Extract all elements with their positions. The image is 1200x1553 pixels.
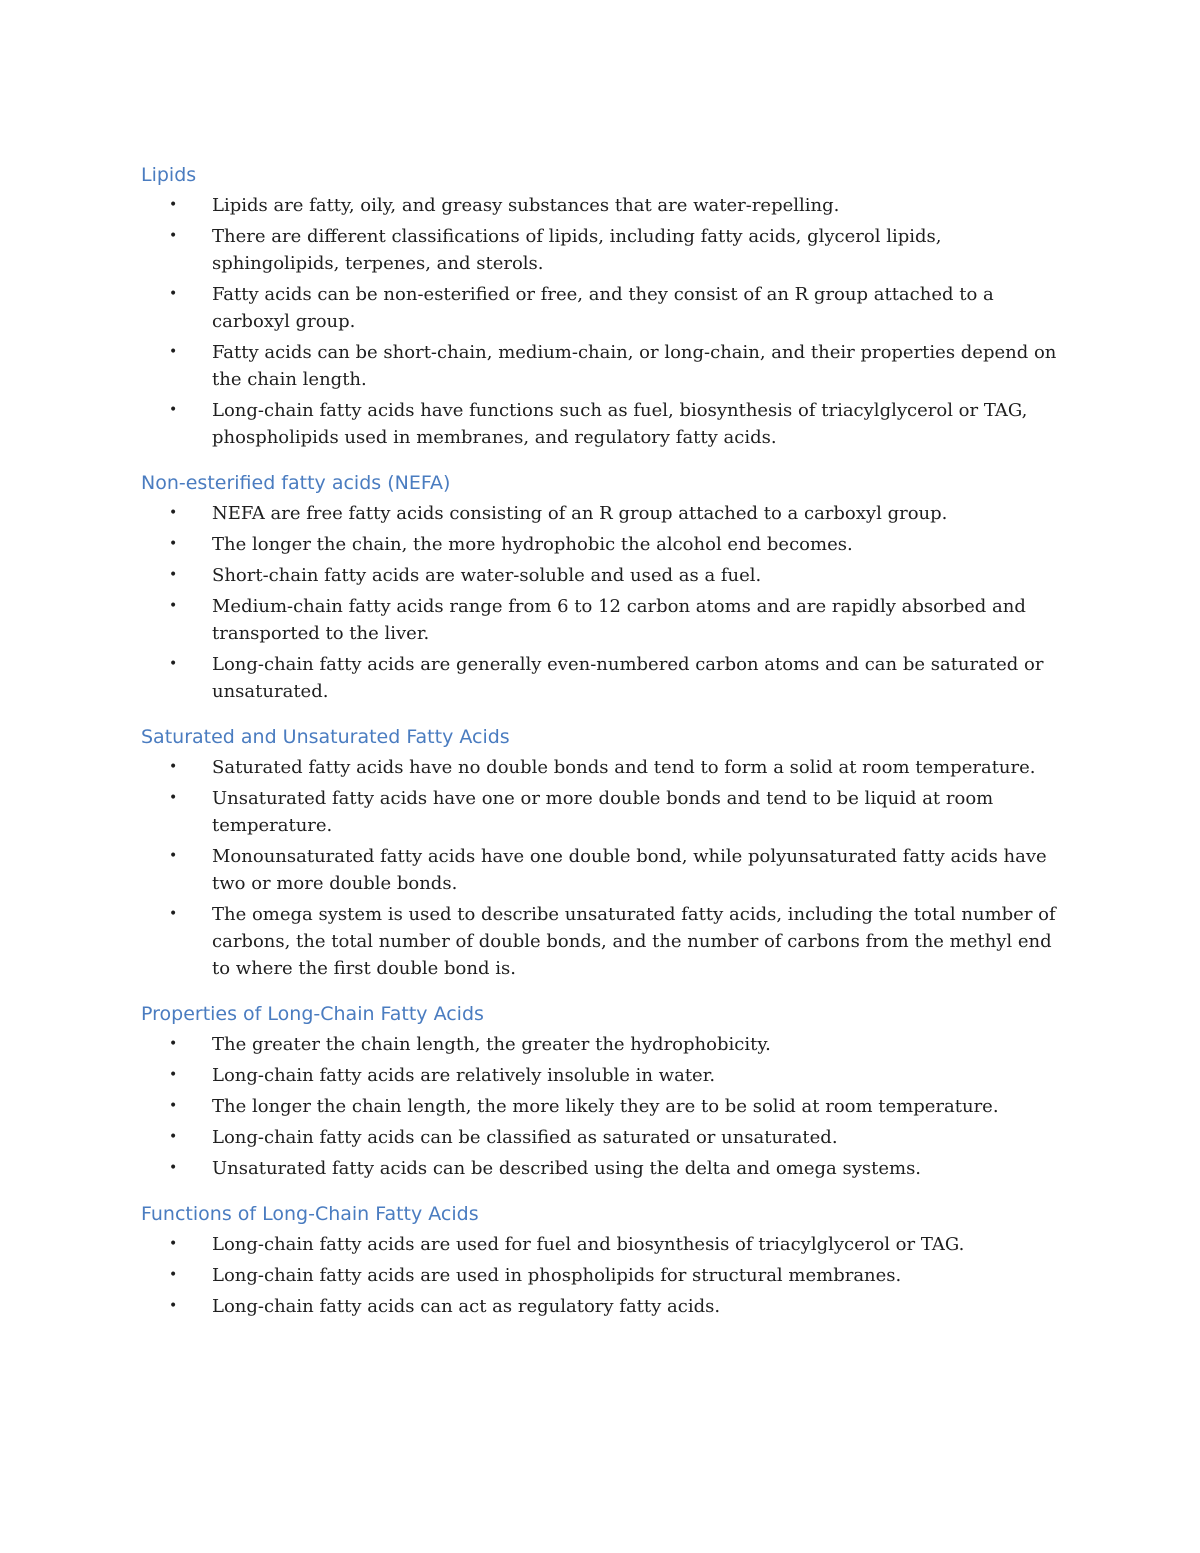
list-item xyxy=(141,281,1071,335)
bullet-icon: • xyxy=(169,505,178,521)
section-functions xyxy=(141,1200,1071,1320)
list-item-text: Medium-chain fatty acids range from 6 to 12 carbon atoms and are rapidly absorbed and transported to the liver. xyxy=(212,596,1026,644)
list-item-text: Long-chain fatty acids can act as regulatory fatty acids. xyxy=(212,1296,721,1317)
list-item xyxy=(141,1231,1071,1258)
section-heading: Properties of Long-Chain Fatty Acids xyxy=(141,1003,484,1025)
bullet-list xyxy=(141,192,1071,451)
section-heading: Functions of Long-Chain Fatty Acids xyxy=(141,1203,479,1225)
list-item-text: The omega system is used to describe unsaturated fatty acids, including the total number of carbons, the total number of double bonds, and the number of carbons from the methyl end to where the first double bond is. xyxy=(212,904,1056,979)
bullet-icon: • xyxy=(169,567,178,583)
list-item xyxy=(141,593,1071,647)
list-item-text: Monounsaturated fatty acids have one double bond, while polyunsaturated fatty acids have two or more double bonds. xyxy=(212,846,1047,894)
bullet-icon: • xyxy=(169,759,178,775)
bullet-icon: • xyxy=(169,598,178,614)
bullet-icon: • xyxy=(169,1129,178,1145)
list-item-text: Unsaturated fatty acids have one or more double bonds and tend to be liquid at room temperature. xyxy=(212,788,994,836)
section-heading: Lipids xyxy=(141,164,197,186)
list-item xyxy=(141,754,1071,781)
bullet-icon: • xyxy=(169,344,178,360)
list-item xyxy=(141,651,1071,705)
bullet-icon: • xyxy=(169,656,178,672)
list-item-text: NEFA are free fatty acids consisting of an R group attached to a carboxyl group. xyxy=(212,503,948,524)
bullet-icon: • xyxy=(169,1267,178,1283)
list-item-text: Long-chain fatty acids are used for fuel and biosynthesis of triacylglycerol or TAG. xyxy=(212,1234,965,1255)
list-item xyxy=(141,531,1071,558)
bullet-list xyxy=(141,500,1071,705)
list-item xyxy=(141,901,1071,982)
list-item xyxy=(141,562,1071,589)
list-item-text: Long-chain fatty acids can be classified as saturated or unsaturated. xyxy=(212,1127,838,1148)
section-lipids xyxy=(141,161,1071,451)
list-item xyxy=(141,223,1071,277)
bullet-icon: • xyxy=(169,790,178,806)
bullet-icon: • xyxy=(169,1067,178,1083)
list-item-text: There are different classifications of lipids, including fatty acids, glycerol lipids, sphingolipids, terpenes, and sterols. xyxy=(212,226,942,274)
list-item-text: Long-chain fatty acids are relatively insoluble in water. xyxy=(212,1065,716,1086)
document-body xyxy=(141,161,1071,1338)
list-item-text: Lipids are fatty, oily, and greasy substances that are water-repelling. xyxy=(212,195,840,216)
section-heading: Non-esterified fatty acids (NEFA) xyxy=(141,472,451,494)
list-item-text: Long-chain fatty acids are generally even-numbered carbon atoms and can be saturated or unsaturated. xyxy=(212,654,1044,702)
list-item-text: The longer the chain, the more hydrophobic the alcohol end becomes. xyxy=(212,534,853,555)
list-item xyxy=(141,1093,1071,1120)
section-saturated-unsaturated xyxy=(141,723,1071,982)
list-item-text: Long-chain fatty acids are used in phospholipids for structural membranes. xyxy=(212,1265,902,1286)
bullet-icon: • xyxy=(169,1098,178,1114)
list-item xyxy=(141,1124,1071,1151)
bullet-list xyxy=(141,1231,1071,1320)
list-item-text: Saturated fatty acids have no double bonds and tend to form a solid at room temperature. xyxy=(212,757,1036,778)
section-heading: Saturated and Unsaturated Fatty Acids xyxy=(141,726,510,748)
list-item xyxy=(141,192,1071,219)
list-item-text: Fatty acids can be non-esterified or free, and they consist of an R group attached to a carboxyl group. xyxy=(212,284,994,332)
list-item-text: The longer the chain length, the more likely they are to be solid at room temperature. xyxy=(212,1096,999,1117)
bullet-icon: • xyxy=(169,197,178,213)
section-nefa xyxy=(141,469,1071,705)
list-item xyxy=(141,397,1071,451)
list-item-text: The greater the chain length, the greater the hydrophobicity. xyxy=(212,1034,771,1055)
bullet-list xyxy=(141,754,1071,982)
bullet-icon: • xyxy=(169,402,178,418)
list-item xyxy=(141,843,1071,897)
bullet-icon: • xyxy=(169,1036,178,1052)
list-item xyxy=(141,1155,1071,1182)
bullet-icon: • xyxy=(169,228,178,244)
bullet-icon: • xyxy=(169,906,178,922)
list-item-text: Long-chain fatty acids have functions such as fuel, biosynthesis of triacylglycerol or TAG, phospholipids used in membranes, and regulatory fatty acids. xyxy=(212,400,1028,448)
list-item xyxy=(141,1031,1071,1058)
list-item-text: Short-chain fatty acids are water-soluble and used as a fuel. xyxy=(212,565,762,586)
list-item xyxy=(141,500,1071,527)
bullet-icon: • xyxy=(169,848,178,864)
bullet-icon: • xyxy=(169,1160,178,1176)
list-item-text: Unsaturated fatty acids can be described using the delta and omega systems. xyxy=(212,1158,922,1179)
bullet-icon: • xyxy=(169,1236,178,1252)
list-item xyxy=(141,339,1071,393)
list-item xyxy=(141,785,1071,839)
bullet-icon: • xyxy=(169,536,178,552)
list-item xyxy=(141,1293,1071,1320)
bullet-icon: • xyxy=(169,1298,178,1314)
bullet-list xyxy=(141,1031,1071,1182)
list-item xyxy=(141,1262,1071,1289)
section-properties xyxy=(141,1000,1071,1182)
bullet-icon: • xyxy=(169,286,178,302)
list-item-text: Fatty acids can be short-chain, medium-chain, or long-chain, and their properties depend on the chain length. xyxy=(212,342,1057,390)
list-item xyxy=(141,1062,1071,1089)
